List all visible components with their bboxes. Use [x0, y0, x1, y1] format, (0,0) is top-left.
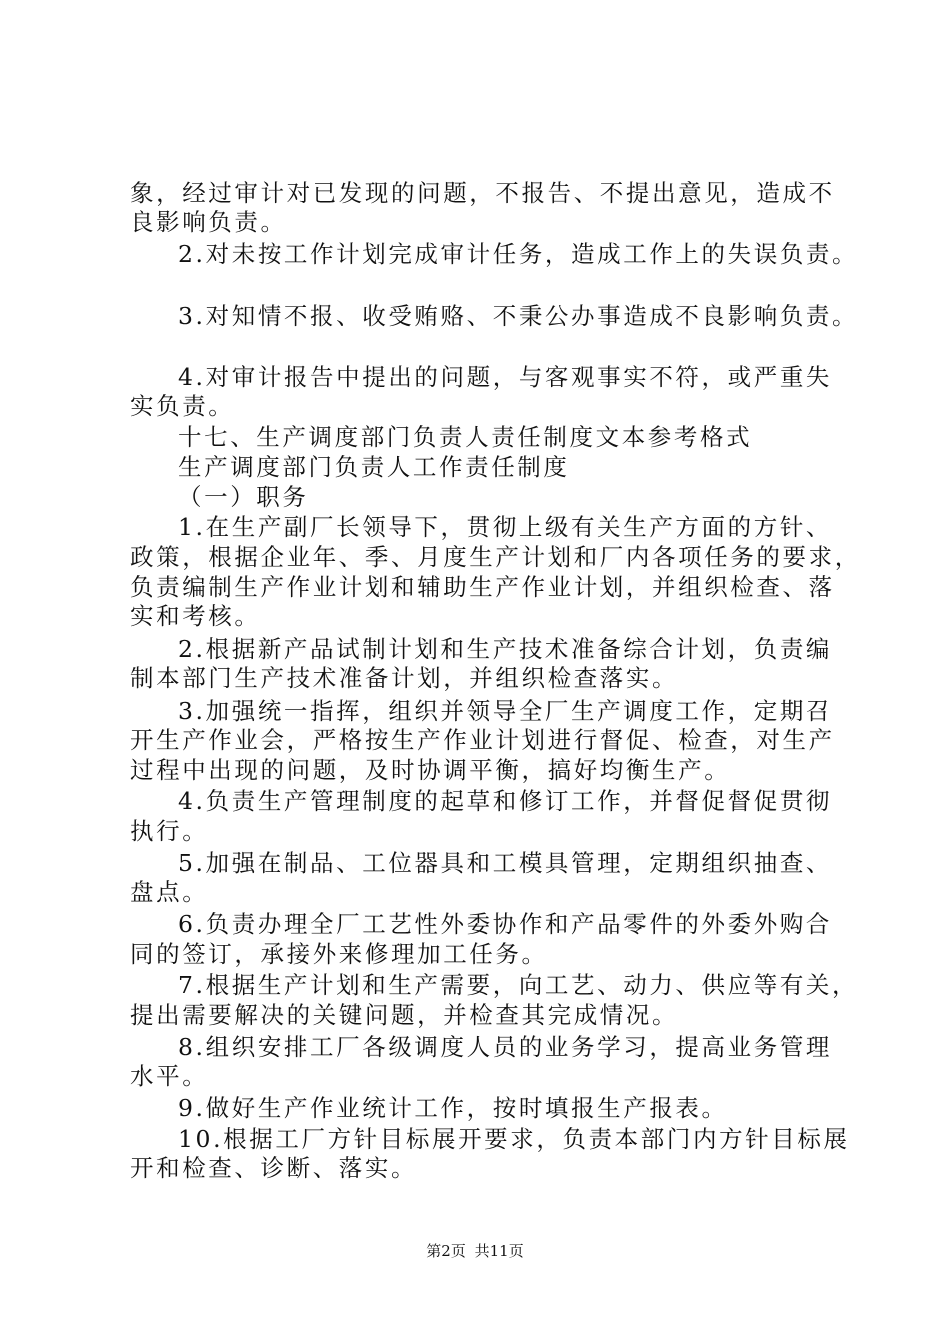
subsection-heading: （一）职务 [178, 483, 309, 511]
list-item-2: 2.对未按工作计划完成审计任务，造成工作上的失误负责。 [178, 240, 859, 268]
body-text-line: 水平。 [130, 1062, 209, 1090]
body-text-line: 制本部门生产技术准备计划，并组织检查落实。 [130, 664, 679, 692]
list-item-4: 4.对审计报告中提出的问题，与客观事实不符，或严重失 [178, 363, 833, 391]
section-subtitle: 生产调度部门负责人工作责任制度 [178, 453, 570, 481]
list-item-3: 3.加强统一指挥，组织并领导全厂生产调度工作，定期召 [178, 697, 833, 725]
body-text-line: 政策，根据企业年、季、月度生产计划和厂内各项任务的要求， [130, 543, 861, 571]
list-item-8: 8.组织安排工厂各级调度人员的业务学习，提高业务管理 [178, 1033, 833, 1061]
body-text-line: 实负责。 [130, 392, 235, 420]
list-item-9: 9.做好生产作业统计工作，按时填报生产报表。 [178, 1094, 728, 1122]
body-text-line: 开生产作业会，严格按生产作业计划进行督促、检查，对生产 [130, 726, 835, 754]
list-item-7: 7.根据生产计划和生产需要，向工艺、动力、供应等有关， [178, 971, 859, 999]
body-text-line: 开和检查、诊断、落实。 [130, 1154, 418, 1182]
list-item-10: 10.根据工厂方针目标展开要求，负责本部门内方针目标展 [178, 1125, 850, 1153]
list-item-6: 6.负责办理全厂工艺性外委协作和产品零件的外委外购合 [178, 910, 833, 938]
body-text-line: 象，经过审计对已发现的问题，不报告、不提出意见，造成不 [130, 179, 835, 207]
page-footer [0, 1241, 950, 1261]
list-item-5: 5.加强在制品、工位器具和工模具管理，定期组织抽查、 [178, 849, 833, 877]
page-number: 第2页 [426, 1242, 466, 1260]
body-text-line: 实和考核。 [130, 602, 261, 630]
body-text-line: 良影响负责。 [130, 208, 287, 236]
section-heading: 十七、生产调度部门负责人责任制度文本参考格式 [178, 423, 753, 451]
list-item-4: 4.负责生产管理制度的起草和修订工作，并督促督促贯彻 [178, 787, 833, 815]
list-item-3: 3.对知情不报、收受贿赂、不秉公办事造成不良影响负责。 [178, 302, 859, 330]
page-total: 共11页 [474, 1242, 524, 1260]
body-text-line: 过程中出现的问题，及时协调平衡，搞好均衡生产。 [130, 756, 731, 784]
body-text-line: 负责编制生产作业计划和辅助生产作业计划，并组织检查、落 [130, 573, 835, 601]
list-item-1: 1.在生产副厂长领导下，贯彻上级有关生产方面的方针、 [178, 513, 833, 541]
body-text-line: 同的签订，承接外来修理加工任务。 [130, 940, 548, 968]
body-text-line: 执行。 [130, 817, 209, 845]
list-item-2: 2.根据新产品试制计划和生产技术准备综合计划，负责编 [178, 635, 833, 663]
body-text-line: 提出需要解决的关键问题，并检查其完成情况。 [130, 1001, 679, 1029]
body-text-line: 盘点。 [130, 878, 209, 906]
